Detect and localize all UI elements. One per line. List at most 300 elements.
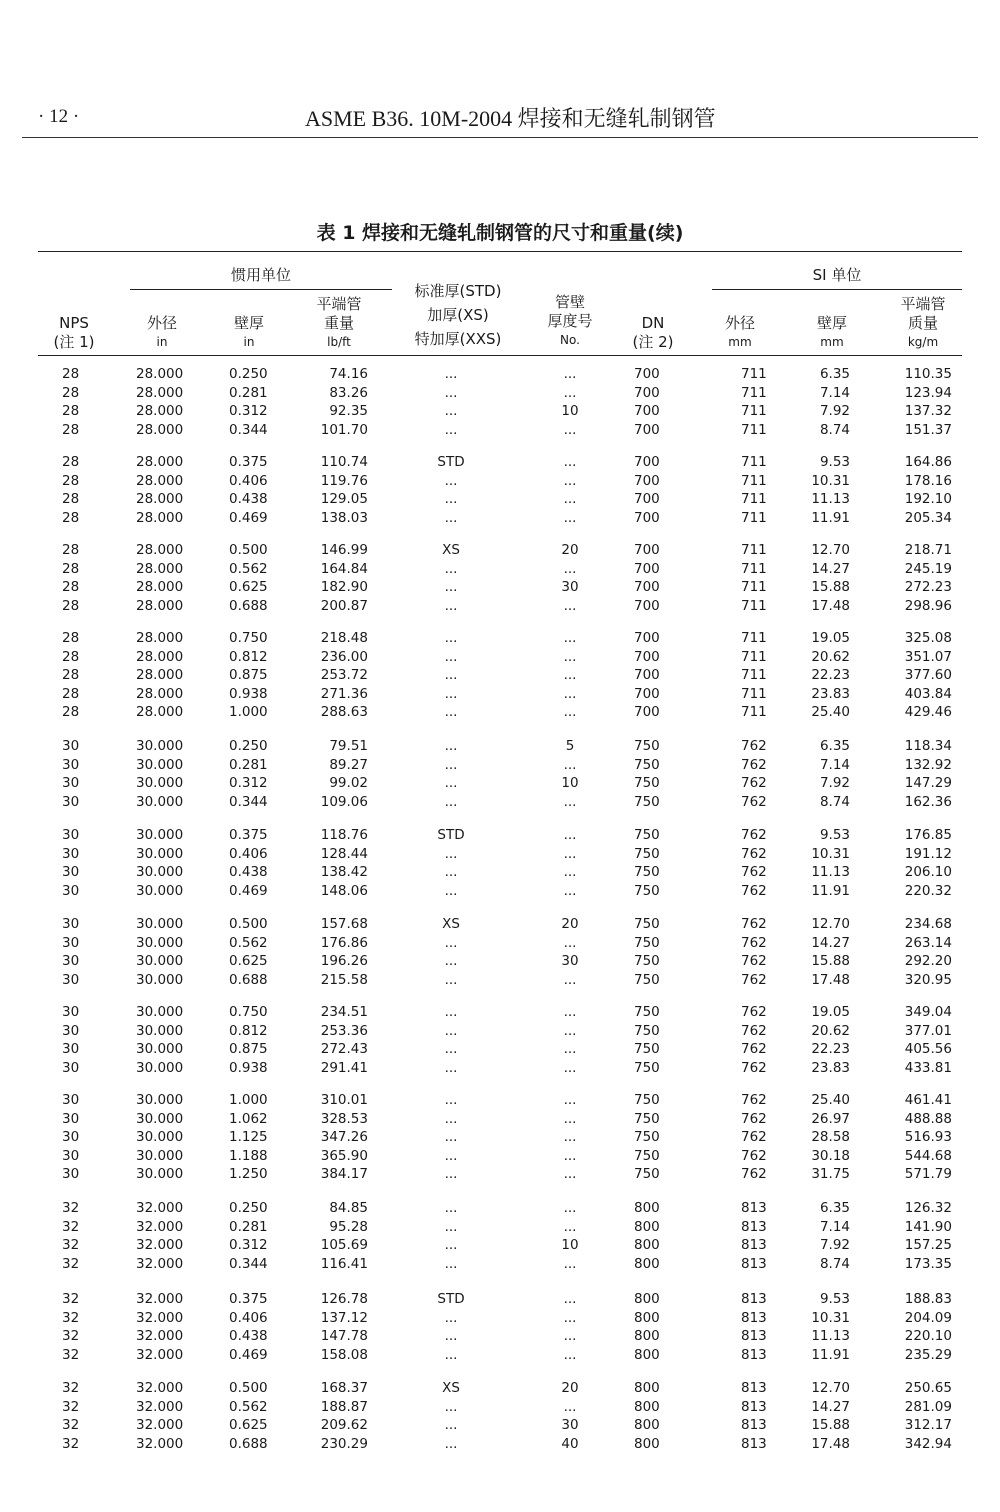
cell-schedule: ...	[563, 1147, 577, 1164]
cell-wall-mm: 7.14	[819, 384, 850, 401]
cell-weight: 138.42	[320, 864, 368, 880]
cell-od-in: 32.000	[136, 1398, 184, 1415]
cell-mass: 220.10	[904, 1328, 952, 1344]
cell-wall-mm: 23.83	[811, 685, 850, 702]
cell-dn: 800	[634, 1380, 660, 1396]
cell-weight: 291.41	[320, 1059, 368, 1076]
cell-nps: 30	[62, 1041, 80, 1057]
cell-od-mm: 762	[741, 738, 767, 754]
cell-od-mm: 762	[741, 845, 767, 862]
cell-mass: 173.35	[904, 1255, 952, 1272]
cell-nps: 32	[62, 1200, 80, 1216]
cell-weight: 118.76	[320, 827, 368, 843]
cell-od-in: 28.000	[136, 491, 184, 507]
cell-mass: 245.19	[904, 560, 952, 577]
cell-schedule: ...	[563, 1200, 577, 1216]
cell-nps: 30	[62, 882, 80, 899]
cell-wall-mm: 17.48	[811, 1435, 850, 1452]
cell-schedule: ...	[563, 597, 577, 614]
cell-od-mm: 813	[741, 1309, 767, 1326]
cell-mass: 292.20	[904, 953, 952, 969]
cell-od-in: 28.000	[136, 667, 184, 683]
cell-nps: 32	[62, 1309, 80, 1326]
cell-weight: 200.87	[320, 597, 368, 614]
cell-mass: 250.65	[904, 1380, 952, 1396]
cell-designation: ...	[444, 1004, 458, 1020]
cell-designation: ...	[444, 845, 458, 862]
cell-mass: 110.35	[904, 366, 952, 382]
col-header-weight-label2: 重量	[323, 314, 354, 332]
cell-weight: 137.12	[320, 1309, 368, 1326]
cell-wall-mm: 11.91	[811, 509, 850, 526]
cell-schedule: ...	[563, 1092, 577, 1108]
cell-mass: 433.81	[904, 1059, 952, 1076]
cell-weight: 79.51	[329, 738, 368, 754]
cell-nps: 30	[62, 1004, 80, 1020]
cell-od-mm: 711	[741, 648, 767, 665]
cell-wall-in: 0.750	[229, 1004, 268, 1020]
cell-mass: 281.09	[904, 1398, 952, 1415]
cell-weight: 196.26	[320, 953, 368, 969]
cell-wall-in: 0.312	[229, 1237, 268, 1253]
cell-schedule: ...	[563, 454, 577, 470]
cell-mass: 349.04	[904, 1004, 952, 1020]
cell-weight: 384.17	[320, 1166, 368, 1182]
cell-od-in: 30.000	[136, 864, 184, 880]
cell-od-mm: 711	[741, 704, 767, 720]
cell-schedule: ...	[563, 1110, 577, 1127]
cell-mass: 192.10	[904, 491, 952, 507]
cell-wall-mm: 23.83	[811, 1059, 850, 1076]
cell-wall-in: 0.281	[229, 1218, 268, 1235]
cell-schedule: 10	[561, 403, 579, 419]
cell-designation: ...	[444, 738, 458, 754]
cell-dn: 800	[634, 1435, 660, 1452]
cell-schedule: ...	[563, 1129, 577, 1145]
cell-nps: 32	[62, 1380, 80, 1396]
cell-dn: 800	[634, 1398, 660, 1415]
cell-dn: 750	[634, 1092, 660, 1108]
cell-wall-mm: 10.31	[811, 845, 850, 862]
cell-wall-mm: 15.88	[811, 579, 850, 595]
cell-od-in: 28.000	[136, 421, 184, 438]
cell-dn: 750	[634, 1166, 660, 1182]
cell-weight: 146.99	[320, 542, 368, 558]
cell-od-in: 30.000	[136, 1147, 184, 1164]
cell-wall-in: 0.938	[229, 685, 268, 702]
cell-weight: 110.74	[320, 454, 368, 470]
cell-designation: ...	[444, 704, 458, 720]
cell-od-in: 32.000	[136, 1346, 184, 1363]
cell-od-in: 32.000	[136, 1328, 184, 1344]
cell-od-in: 30.000	[136, 1022, 184, 1039]
cell-nps: 30	[62, 756, 80, 773]
cell-weight: 271.36	[320, 685, 368, 702]
cell-nps: 28	[62, 579, 80, 595]
cell-mass: 126.32	[904, 1200, 952, 1216]
cell-mass: 377.01	[904, 1022, 952, 1039]
cell-dn: 800	[634, 1218, 660, 1235]
cell-wall-in: 0.406	[229, 472, 268, 489]
cell-nps: 32	[62, 1255, 80, 1272]
cell-schedule: ...	[563, 1346, 577, 1363]
cell-mass: 162.36	[904, 793, 952, 810]
cell-designation: ...	[444, 685, 458, 702]
cell-od-mm: 813	[741, 1237, 767, 1253]
cell-od-mm: 711	[741, 366, 767, 382]
cell-weight: 272.43	[320, 1041, 368, 1057]
cell-dn: 750	[634, 916, 660, 932]
cell-dn: 750	[634, 882, 660, 899]
cell-wall-mm: 14.27	[811, 934, 850, 951]
cell-wall-in: 0.469	[229, 1346, 268, 1363]
cell-mass: 118.34	[904, 738, 952, 754]
col-header-mass-label1: 平端管	[900, 295, 946, 313]
cell-designation: ...	[444, 1147, 458, 1164]
cell-wall-mm: 25.40	[811, 704, 850, 720]
cell-weight: 253.36	[320, 1022, 368, 1039]
cell-dn: 750	[634, 1022, 660, 1039]
cell-weight: 84.85	[329, 1200, 368, 1216]
cell-od-in: 28.000	[136, 579, 184, 595]
cell-wall-in: 1.062	[229, 1110, 268, 1127]
cell-wall-in: 0.250	[229, 366, 268, 382]
cell-od-in: 32.000	[136, 1435, 184, 1452]
cell-dn: 750	[634, 1059, 660, 1076]
cell-dn: 750	[634, 1147, 660, 1164]
cell-od-in: 28.000	[136, 472, 184, 489]
col-header-od-in-unit: in	[156, 335, 168, 349]
cell-designation: ...	[444, 1417, 458, 1433]
cell-dn: 700	[634, 704, 660, 720]
cell-wall-in: 0.688	[229, 971, 268, 988]
cell-od-in: 30.000	[136, 775, 184, 791]
cell-wall-mm: 11.13	[811, 1328, 850, 1344]
cell-od-mm: 813	[741, 1218, 767, 1235]
cell-schedule: ...	[563, 667, 577, 683]
cell-wall-in: 0.938	[229, 1059, 268, 1076]
cell-od-in: 32.000	[136, 1291, 184, 1307]
cell-dn: 700	[634, 472, 660, 489]
cell-designation: ...	[444, 1328, 458, 1344]
cell-dn: 700	[634, 509, 660, 526]
cell-od-mm: 762	[741, 756, 767, 773]
cell-dn: 800	[634, 1200, 660, 1216]
cell-designation: ...	[444, 667, 458, 683]
cell-wall-mm: 25.40	[811, 1092, 850, 1108]
cell-od-mm: 711	[741, 421, 767, 438]
cell-wall-mm: 8.74	[819, 793, 850, 810]
cell-mass: 263.14	[904, 934, 952, 951]
cell-schedule: ...	[563, 934, 577, 951]
cell-designation: ...	[444, 882, 458, 899]
col-header-schedule-line2: 厚度号	[547, 312, 593, 330]
cell-designation: ...	[444, 1129, 458, 1145]
cell-wall-mm: 19.05	[811, 630, 850, 646]
cell-od-mm: 762	[741, 916, 767, 932]
cell-designation: ...	[444, 403, 458, 419]
cell-dn: 700	[634, 667, 660, 683]
cell-designation: ...	[444, 1092, 458, 1108]
cell-schedule: 30	[561, 579, 579, 595]
cell-mass: 571.79	[904, 1166, 952, 1182]
cell-schedule: ...	[563, 1041, 577, 1057]
cell-wall-in: 1.250	[229, 1166, 268, 1182]
cell-nps: 28	[62, 704, 80, 720]
cell-dn: 700	[634, 579, 660, 595]
cell-od-mm: 813	[741, 1435, 767, 1452]
cell-designation: STD	[437, 827, 465, 843]
cell-weight: 148.06	[320, 882, 368, 899]
cell-schedule: ...	[563, 704, 577, 720]
cell-wall-mm: 14.27	[811, 560, 850, 577]
cell-designation: ...	[444, 934, 458, 951]
cell-dn: 800	[634, 1237, 660, 1253]
cell-wall-in: 1.125	[229, 1129, 268, 1145]
cell-dn: 700	[634, 454, 660, 470]
cell-od-in: 32.000	[136, 1255, 184, 1272]
cell-schedule: 20	[561, 542, 579, 558]
cell-weight: 176.86	[320, 934, 368, 951]
cell-dn: 700	[634, 403, 660, 419]
cell-weight: 74.16	[329, 366, 368, 382]
cell-mass: 141.90	[904, 1218, 952, 1235]
cell-wall-in: 1.000	[229, 1092, 268, 1108]
cell-od-in: 30.000	[136, 971, 184, 988]
cell-dn: 750	[634, 1129, 660, 1145]
cell-wall-in: 0.812	[229, 648, 268, 665]
cell-od-in: 30.000	[136, 934, 184, 951]
cell-mass: 377.60	[904, 667, 952, 683]
cell-dn: 700	[634, 366, 660, 382]
cell-weight: 138.03	[320, 509, 368, 526]
cell-od-mm: 762	[741, 934, 767, 951]
cell-nps: 32	[62, 1291, 80, 1307]
cell-wall-mm: 30.18	[811, 1147, 850, 1164]
cell-wall-in: 0.281	[229, 384, 268, 401]
cell-dn: 800	[634, 1328, 660, 1344]
cell-wall-in: 0.344	[229, 421, 268, 438]
col-header-wall-mm-unit: mm	[820, 335, 844, 349]
cell-nps: 30	[62, 1059, 80, 1076]
cell-od-mm: 762	[741, 1004, 767, 1020]
cell-wall-mm: 22.23	[811, 667, 850, 683]
cell-schedule: 10	[561, 1237, 579, 1253]
cell-mass: 320.95	[904, 971, 952, 988]
cell-od-in: 30.000	[136, 1110, 184, 1127]
cell-dn: 800	[634, 1309, 660, 1326]
cell-designation: ...	[444, 630, 458, 646]
cell-wall-mm: 7.92	[819, 775, 850, 791]
cell-wall-in: 0.812	[229, 1022, 268, 1039]
cell-mass: 178.16	[904, 472, 952, 489]
cell-nps: 30	[62, 1166, 80, 1182]
cell-od-mm: 813	[741, 1328, 767, 1344]
cell-dn: 700	[634, 560, 660, 577]
cell-nps: 30	[62, 1147, 80, 1164]
cell-weight: 99.02	[329, 775, 368, 791]
cell-od-mm: 813	[741, 1346, 767, 1363]
cell-dn: 750	[634, 971, 660, 988]
cell-wall-mm: 8.74	[819, 1255, 850, 1272]
cell-wall-in: 0.312	[229, 775, 268, 791]
cell-mass: 351.07	[904, 648, 952, 665]
cell-wall-mm: 20.62	[811, 648, 850, 665]
cell-nps: 28	[62, 685, 80, 702]
cell-weight: 234.51	[320, 1004, 368, 1020]
cell-schedule: ...	[563, 756, 577, 773]
cell-schedule: ...	[563, 560, 577, 577]
cell-od-mm: 711	[741, 403, 767, 419]
cell-weight: 119.76	[320, 472, 368, 489]
table-caption: 表 1 焊接和无缝轧制钢管的尺寸和重量(续)	[316, 222, 684, 244]
cell-schedule: ...	[563, 1398, 577, 1415]
cell-weight: 218.48	[320, 630, 368, 646]
cell-dn: 750	[634, 953, 660, 969]
cell-nps: 30	[62, 793, 80, 810]
cell-nps: 32	[62, 1417, 80, 1433]
cell-dn: 750	[634, 756, 660, 773]
si-units-header: SI 单位	[812, 266, 862, 284]
cell-mass: 298.96	[904, 597, 952, 614]
cell-wall-in: 1.000	[229, 704, 268, 720]
cell-designation: ...	[444, 472, 458, 489]
cell-dn: 800	[634, 1255, 660, 1272]
cell-od-in: 32.000	[136, 1200, 184, 1216]
cell-nps: 28	[62, 597, 80, 614]
cell-od-mm: 711	[741, 472, 767, 489]
cell-designation: ...	[444, 953, 458, 969]
cell-od-mm: 711	[741, 542, 767, 558]
cell-wall-mm: 10.31	[811, 472, 850, 489]
cell-od-mm: 813	[741, 1380, 767, 1396]
cell-od-in: 28.000	[136, 454, 184, 470]
cell-od-mm: 762	[741, 1059, 767, 1076]
cell-wall-mm: 7.14	[819, 756, 850, 773]
cell-wall-in: 1.188	[229, 1147, 268, 1164]
cell-schedule: ...	[563, 845, 577, 862]
cell-od-mm: 813	[741, 1200, 767, 1216]
cell-designation: ...	[444, 597, 458, 614]
cell-od-mm: 762	[741, 971, 767, 988]
cell-nps: 32	[62, 1435, 80, 1452]
cell-mass: 516.93	[904, 1129, 952, 1145]
cell-mass: 191.12	[904, 845, 952, 862]
col-header-weight-label1: 平端管	[316, 295, 362, 313]
cell-mass: 544.68	[904, 1147, 952, 1164]
cell-weight: 209.62	[320, 1417, 368, 1433]
cell-weight: 310.01	[320, 1092, 368, 1108]
cell-od-in: 32.000	[136, 1218, 184, 1235]
cell-od-in: 30.000	[136, 1041, 184, 1057]
col-header-schedule-line1: 管壁	[554, 293, 585, 311]
cell-designation: ...	[444, 864, 458, 880]
col-header-dn-label: DN	[641, 314, 665, 332]
cell-designation: ...	[444, 1237, 458, 1253]
cell-mass: 123.94	[904, 384, 952, 401]
cell-od-in: 28.000	[136, 560, 184, 577]
cell-nps: 32	[62, 1237, 80, 1253]
cell-mass: 342.94	[904, 1435, 952, 1452]
cell-weight: 188.87	[320, 1398, 368, 1415]
cell-od-in: 32.000	[136, 1309, 184, 1326]
cell-od-in: 30.000	[136, 845, 184, 862]
cell-wall-mm: 11.13	[811, 491, 850, 507]
cell-wall-in: 0.469	[229, 882, 268, 899]
cell-schedule: ...	[563, 384, 577, 401]
cell-od-mm: 762	[741, 864, 767, 880]
cell-od-mm: 711	[741, 384, 767, 401]
cell-od-in: 30.000	[136, 1092, 184, 1108]
cell-dn: 700	[634, 597, 660, 614]
cell-mass: 147.29	[904, 775, 952, 791]
cell-od-mm: 711	[741, 685, 767, 702]
cell-designation: ...	[444, 971, 458, 988]
cell-dn: 700	[634, 491, 660, 507]
cell-designation: ...	[444, 1059, 458, 1076]
cell-dn: 750	[634, 845, 660, 862]
cell-od-in: 28.000	[136, 403, 184, 419]
cell-mass: 205.34	[904, 509, 952, 526]
cell-mass: 234.68	[904, 916, 952, 932]
cell-dn: 700	[634, 542, 660, 558]
cell-dn: 700	[634, 648, 660, 665]
cell-schedule: ...	[563, 630, 577, 646]
cell-od-in: 28.000	[136, 630, 184, 646]
col-header-nps-note: (注 1)	[53, 333, 95, 351]
cell-nps: 32	[62, 1218, 80, 1235]
cell-wall-in: 0.312	[229, 403, 268, 419]
cell-weight: 164.84	[320, 560, 368, 577]
cell-weight: 128.44	[320, 845, 368, 862]
cell-nps: 30	[62, 845, 80, 862]
cell-schedule: ...	[563, 366, 577, 382]
cell-designation: ...	[444, 579, 458, 595]
cell-mass: 132.92	[904, 756, 952, 773]
cell-designation: ...	[444, 491, 458, 507]
cell-designation: ...	[444, 793, 458, 810]
cell-wall-in: 0.406	[229, 845, 268, 862]
cell-wall-in: 0.344	[229, 1255, 268, 1272]
cell-weight: 365.90	[320, 1147, 368, 1164]
cell-designation: XS	[442, 542, 460, 558]
cell-mass: 405.56	[904, 1041, 952, 1057]
cell-schedule: ...	[563, 971, 577, 988]
col-header-od-mm-label: 外径	[724, 314, 755, 332]
cell-designation: XS	[442, 916, 460, 932]
cell-weight: 92.35	[329, 403, 368, 419]
cell-od-mm: 762	[741, 953, 767, 969]
cell-nps: 28	[62, 648, 80, 665]
cell-nps: 30	[62, 827, 80, 843]
cell-od-in: 32.000	[136, 1237, 184, 1253]
cell-schedule: ...	[563, 1022, 577, 1039]
cell-mass: 325.08	[904, 630, 952, 646]
cell-nps: 28	[62, 667, 80, 683]
cell-dn: 800	[634, 1291, 660, 1307]
col-header-weight-unit: lb/ft	[327, 335, 351, 349]
cell-dn: 700	[634, 421, 660, 438]
cell-wall-in: 0.438	[229, 1328, 268, 1344]
cell-wall-mm: 12.70	[811, 916, 850, 932]
cell-designation: ...	[444, 775, 458, 791]
cell-designation: ...	[444, 1309, 458, 1326]
cell-nps: 30	[62, 1129, 80, 1145]
cell-wall-mm: 12.70	[811, 1380, 850, 1396]
cell-wall-in: 0.406	[229, 1309, 268, 1326]
cell-od-in: 30.000	[136, 756, 184, 773]
cell-od-mm: 711	[741, 454, 767, 470]
